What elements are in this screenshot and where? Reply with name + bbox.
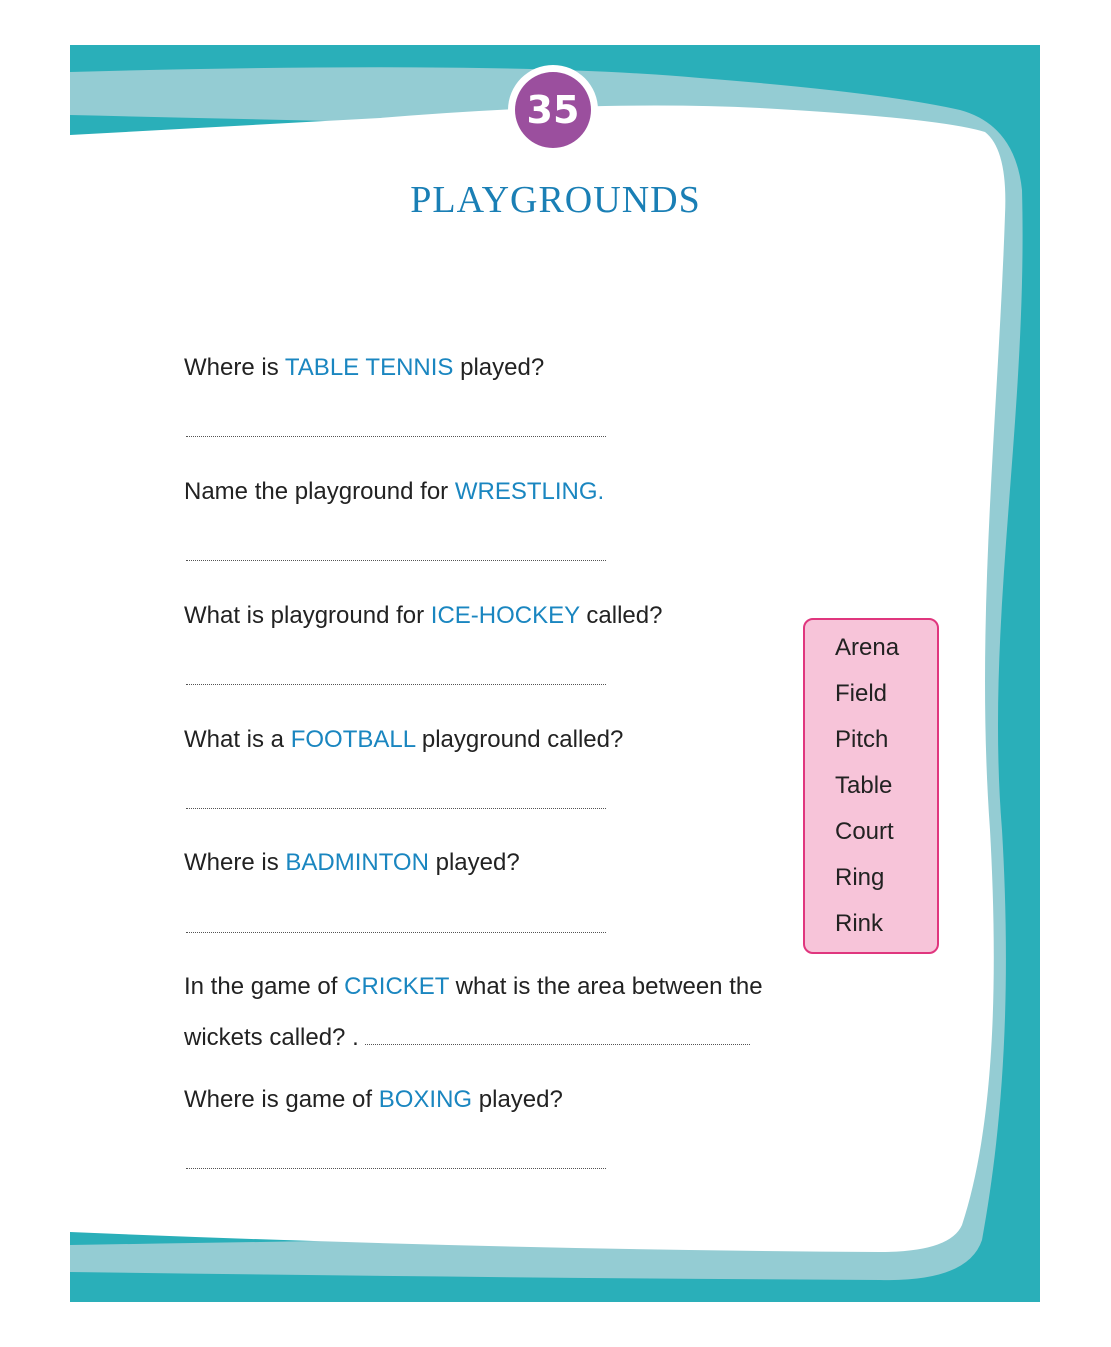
question-text: what is the area between the xyxy=(449,973,763,1000)
question-2 xyxy=(184,478,604,506)
word-bank-item: Court xyxy=(835,818,894,845)
question-text: called? xyxy=(579,602,663,629)
question-text: Name the playground for xyxy=(184,478,455,505)
page-number-badge xyxy=(508,65,598,155)
question-text: played? xyxy=(428,849,520,876)
answer-line-6[interactable] xyxy=(365,1044,750,1045)
question-5 xyxy=(184,849,520,877)
answer-line-7[interactable] xyxy=(186,1168,606,1169)
question-3 xyxy=(184,602,662,630)
question-7 xyxy=(184,1086,563,1114)
word-bank-box xyxy=(803,618,939,954)
question-text: Where is game of xyxy=(184,1086,379,1113)
word-bank-item: Pitch xyxy=(835,726,889,753)
question-text: In the game of xyxy=(184,973,345,1000)
question-keyword: BOXING xyxy=(378,1086,473,1113)
question-keyword: TABLE TENNIS xyxy=(284,354,454,381)
question-keyword: FOOTBALL xyxy=(290,726,416,753)
question-text: played? xyxy=(472,1086,563,1113)
word-bank-item: Arena xyxy=(835,634,900,661)
question-text: Where is xyxy=(184,354,285,381)
question-text: played? xyxy=(453,354,545,381)
question-1 xyxy=(184,354,544,382)
question-6-line-2 xyxy=(184,1024,750,1052)
answer-line-1[interactable] xyxy=(186,436,606,437)
question-text: playground called? xyxy=(415,726,624,753)
page-title: PLAYGROUNDS xyxy=(410,179,701,221)
question-keyword: ICE-HOCKEY xyxy=(430,602,580,629)
question-text: What is a xyxy=(184,726,291,753)
question-4 xyxy=(184,726,623,754)
word-bank-item: Rink xyxy=(835,910,884,937)
word-bank-item: Field xyxy=(835,680,888,707)
answer-line-3[interactable] xyxy=(186,684,606,685)
question-keyword: BADMINTON xyxy=(285,849,429,876)
question-text: wickets called? . xyxy=(184,1024,359,1051)
word-bank-item: Ring xyxy=(835,864,885,891)
page-number: 35 xyxy=(515,72,591,148)
question-text: Where is xyxy=(184,849,286,876)
word-bank-item: Table xyxy=(835,772,893,799)
question-6 xyxy=(184,973,763,1001)
question-keyword: CRICKET xyxy=(344,973,450,1000)
question-text: What is playground for xyxy=(184,602,431,629)
answer-line-5[interactable] xyxy=(186,932,606,933)
answer-line-2[interactable] xyxy=(186,560,606,561)
answer-line-4[interactable] xyxy=(186,808,606,809)
question-keyword: WRESTLING. xyxy=(454,478,605,505)
